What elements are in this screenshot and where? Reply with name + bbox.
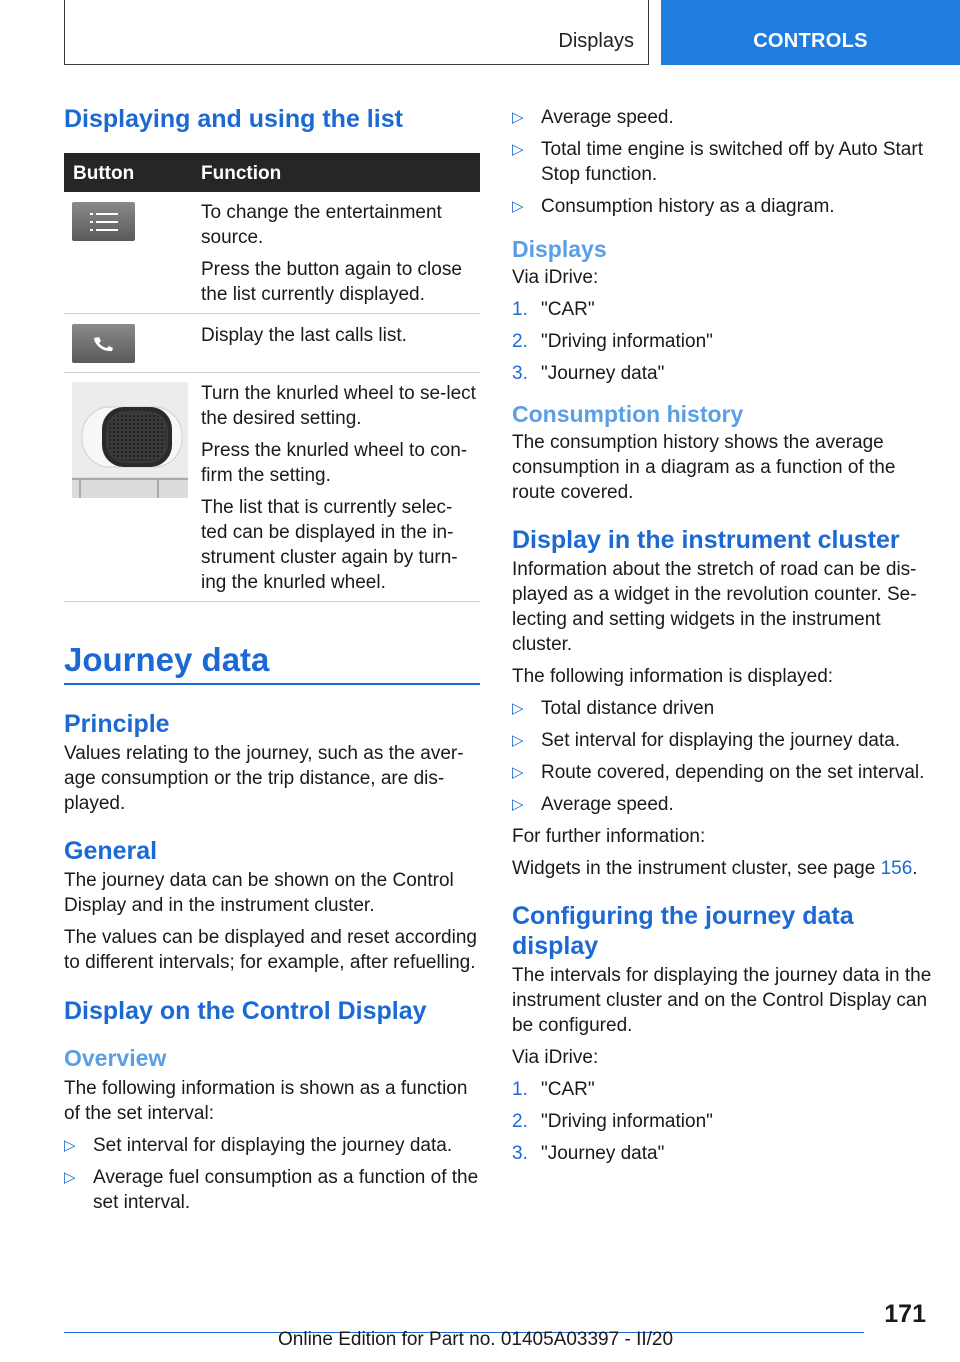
heading-configuring: Configuring the journey data display <box>512 902 854 960</box>
general-text1: The journey data can be shown on the Control Display and in the instrument cluster. <box>64 870 454 916</box>
header-chapter-label: CONTROLS <box>753 30 868 52</box>
header-section-label: Displays <box>558 30 634 52</box>
heading-overview: Overview <box>64 1045 167 1071</box>
footer-edition: Online Edition for Part no. 01405A03397 - II/20 <box>278 1329 674 1350</box>
list-item: ▷ Route covered, depending on the set interval. <box>512 762 925 783</box>
phone-icon <box>72 324 135 363</box>
overview-text: The following information is shown as a function of the set interval: <box>64 1078 468 1124</box>
widgets-reference: Widgets in the instrument cluster, see page 156. <box>512 858 918 879</box>
overview-list-continued <box>512 105 932 219</box>
list-item: ▷ Average fuel consumption as a function of the set interval. <box>64 1167 479 1213</box>
heading-displays: Displays <box>512 236 607 262</box>
principle-text: Values relating to the journey, such as the aver‐age consumption or the trip distance, are dis‐played. <box>64 743 464 814</box>
row3-text2: Press the knurled wheel to con‐firm the setting. <box>201 440 468 486</box>
via-idrive-2: Via iDrive: <box>512 1047 599 1068</box>
heading-journey-data: Journey data <box>64 641 270 678</box>
list-item: 2. "Driving information" <box>512 1111 713 1132</box>
table-row <box>64 192 480 314</box>
list-item: ▷ Total time engine is switched off by Auto Start Stop function. <box>512 139 923 185</box>
table-header <box>64 153 480 192</box>
heading-control-display: Display on the Control Display <box>64 997 427 1025</box>
row1-text1: To change the entertainment source. <box>201 202 442 248</box>
following-info-text: The following information is displayed: <box>512 666 834 687</box>
overview-list <box>64 1133 480 1215</box>
heading-principle: Principle <box>64 710 170 738</box>
heading-rule <box>64 683 480 685</box>
page-number: 171 <box>884 1300 926 1328</box>
row3-text3: The list that is currently selec‐ted can be displayed in the in‐strument cluster again by turn‐ing the knurled wheel. <box>201 497 458 593</box>
via-idrive-1: Via iDrive: <box>512 267 599 288</box>
list-item: ▷ Average speed. <box>512 107 674 128</box>
list-item: 2. "Driving information" <box>512 331 713 352</box>
header-chapter-tab <box>661 0 960 65</box>
instrument-cluster-text: Information about the stretch of road can be dis‐played as a widget in the revolution counter. Se‐lecting and setting widgets in the instrument cluster. <box>512 559 917 655</box>
list-icon <box>72 202 135 241</box>
heading-general: General <box>64 837 158 865</box>
table-header-button: Button <box>73 163 135 184</box>
heading-displaying-list: Displaying and using the list <box>64 105 403 133</box>
table-row <box>64 373 480 602</box>
list-item: ▷ Set interval for displaying the journey data. <box>64 1135 453 1156</box>
further-info-text: For further information: <box>512 826 706 847</box>
list-item: 1. "CAR" <box>512 1079 595 1100</box>
list-item: ▷ Consumption history as a diagram. <box>512 196 835 217</box>
steps-list-1 <box>512 297 932 386</box>
list-item: 3. "Journey data" <box>512 363 665 384</box>
knurled-wheel-image <box>72 382 188 498</box>
row1-text2: Press the button again to close the list currently displayed. <box>201 259 462 305</box>
list-item: ▷ Average speed. <box>512 794 674 815</box>
list-item: 1. "CAR" <box>512 299 595 320</box>
row2-text1: Display the last calls list. <box>201 325 407 346</box>
list-item: ▷ Total distance driven <box>512 698 715 719</box>
row3-text1: Turn the knurled wheel to se‐lect the desired setting. <box>201 383 476 429</box>
configuring-text: The intervals for displaying the journey data in the instrument cluster and on the Control Display can be configured. <box>512 965 932 1036</box>
table-row <box>64 314 480 373</box>
header-section-box <box>64 0 649 65</box>
page-link[interactable]: 156 <box>880 858 913 879</box>
consumption-history-text: The consumption history shows the average consumption in a diagram as a function of the route covered. <box>512 432 896 503</box>
list-item: 3. "Journey data" <box>512 1143 665 1164</box>
button-function-table <box>64 153 480 602</box>
table-header-function: Function <box>201 163 282 184</box>
general-text2: The values can be displayed and reset according to different intervals; for example, after refuelling. <box>64 927 477 973</box>
heading-consumption-history: Consumption history <box>512 401 744 427</box>
steps-list-2 <box>512 1077 932 1166</box>
list-item: ▷ Set interval for displaying the journey data. <box>512 730 901 751</box>
heading-instrument-cluster: Display in the instrument cluster <box>512 526 900 554</box>
instrument-cluster-list <box>512 696 932 817</box>
